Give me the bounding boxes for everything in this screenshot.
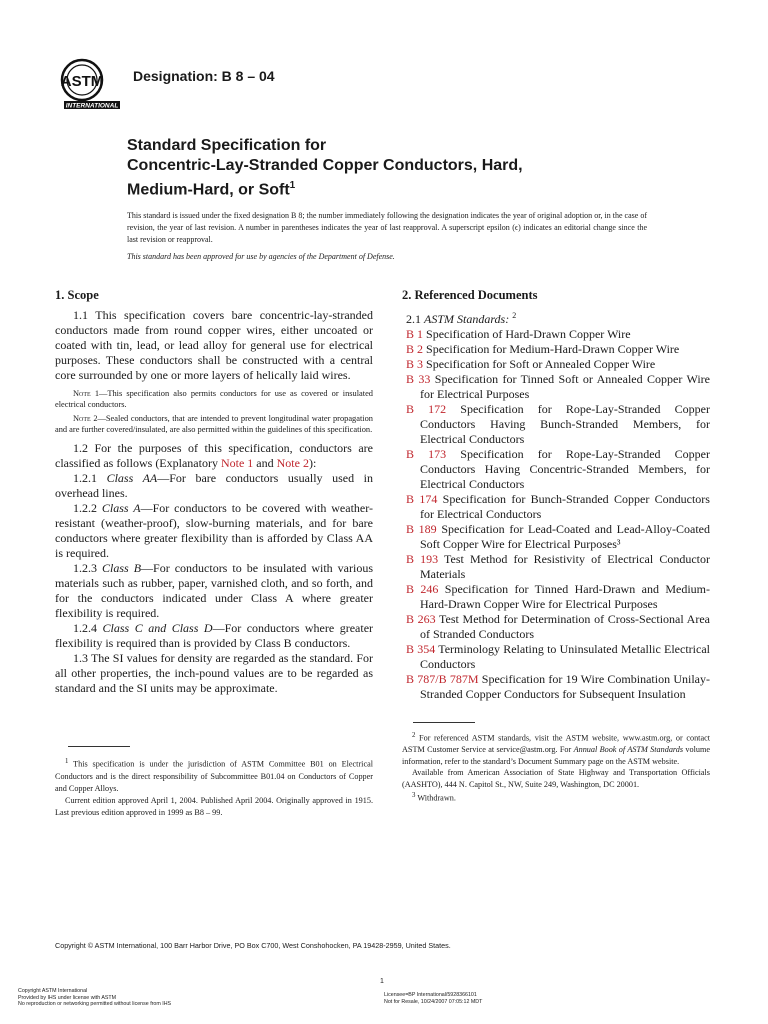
copyright-line: Copyright © ASTM International, 100 Barr Harbor Drive, PO Box C700, West Conshohocken, PA 19428-2959, United States. [55,941,451,950]
designation: Designation: B 8 – 04 [133,68,275,84]
reference-item [406,522,710,552]
footnotes-right [402,730,710,804]
reference-item [406,552,710,582]
para-1-2-3: 1.2.3 Class B—For conductors to be insulated with various materials such as rubber, paper, varnished cloth, and so forth, and for the conductors indicated under Class A where greater flexibility is required. [55,561,374,620]
reference-item [406,672,710,702]
scope-section [55,288,373,696]
reference-item [406,372,710,402]
reference-item [406,582,710,612]
footnote-1: $^1$ This specification is under the jurisdiction of ASTM Committee B01 on Electrical Conductors and is the direct responsibility of Subcommittee B01.04 on Conductors of Copper and Copper Alloys. [55,758,373,793]
page-number: 1 [380,978,384,985]
reference-code-link[interactable]: B 263 [406,612,436,626]
note-2: Note 2—Sealed conductors, that are intended to prevent longitudinal water propagation and are further covered/insulated, are also permitted within the guidelines of this specification. [55,414,373,434]
footnote-2-aashto: Available from American Association of State Highway and Transportation Officials (AASHTO), 444 N. Capitol St., NW, Suite 249, Washington, DC 20001. [402,768,710,789]
referenced-documents-section [402,288,710,702]
reference-code-link[interactable]: B 1 [406,327,424,341]
svg-text:ASTM: ASTM [60,73,104,90]
reference-title: Test Method for Determination of Cross-Sectional Area of Stranded Conductors [420,612,710,641]
reference-item [406,642,710,672]
reference-item [406,357,710,372]
scope-heading: 1. Scope [55,288,99,302]
title-line-1: Standard Specification for [127,137,327,154]
reference-title: Test Method for Resistivity of Electrical Conductor Materials [420,552,710,581]
reference-code-link[interactable]: B 354 [406,642,436,656]
reference-title: Specification for Bunch-Stranded Copper Conductors for Electrical Conductors [420,492,710,521]
note-2-link[interactable]: Note 2 [276,456,309,470]
document-title [127,136,687,200]
footnotes-left [55,756,373,819]
reference-item [406,492,710,522]
title-line-3: Medium-Hard, or Soft$^1$ [127,180,296,199]
reference-title: Specification for Rope-Lay-Stranded Copper Conductors Having Bunch-Stranded Members, for Electrical Conductors [420,402,710,446]
note-1: Note 1—This specification also permits conductors for use as covered or insulated electrical conductors. [55,389,373,409]
reference-item [406,447,710,492]
reference-list [402,327,710,702]
reference-title: Specification for Soft or Annealed Copper Wire [423,357,656,371]
reference-code-link[interactable]: B 246 [406,582,439,596]
reference-title: Terminology Relating to Uninsulated Metallic Electrical Conductors [420,642,710,671]
reference-title: Specification for Lead-Coated and Lead-Alloy-Coated Soft Copper Wire for Electrical Purposes³ [420,522,710,551]
reference-title: Specification for Tinned Hard-Drawn and Medium-Hard-Drawn Copper Wire for Electrical Purposes [420,582,710,611]
reference-item [406,327,710,342]
footnote-divider [68,746,130,747]
reference-title: Specification for 19 Wire Combination Unilay-Stranded Copper Conductors for Subsequent Insulation [420,672,710,701]
svg-text:INTERNATIONAL: INTERNATIONAL [65,102,119,110]
para-1-2-1: 1.2.1 Class AA—For bare conductors usually used in overhead lines. [55,471,374,500]
license-left: Copyright ASTM International Provided by IHS under license with ASTM No reproduction or networking permitted without license from IHS [18,988,172,1007]
reference-item [406,612,710,642]
reference-code-link[interactable]: B 193 [406,552,439,566]
reference-code-link[interactable]: B 787/B 787M [406,672,479,686]
note-1-link[interactable]: Note 1 [220,456,254,470]
reference-code-link[interactable]: B 3 [406,357,424,371]
reference-code-link[interactable]: B 189 [406,522,437,536]
footnote-2: $^2$ For referenced ASTM standards, visit the ASTM website, www.astm.org, or contact ASTM Customer Service at service@astm.org. For Annual Book of ASTM Standards volume information, refer to the standard’s Document Summary page on the ASTM website. [402,732,710,766]
para-1-2: 1.2 For the purposes of this specification, conductors are classified as follows (Explanatory Note 1 and Note 2): [55,441,373,470]
dod-notice: This standard has been approved for use by agencies of the Department of Defense. [127,252,395,261]
reference-title: Specification for Tinned Soft or Annealed Copper Wire for Electrical Purposes [420,372,710,401]
reference-code-link[interactable]: B 172 [406,402,447,416]
referenced-heading: 2. Referenced Documents [402,288,538,302]
para-1-1: 1.1 This specification covers bare concentric-lay-stranded conductors made from round copper wires, either uncoated or coated with tin, lead, or lead alloy for general use for electrical purposes. These conductors shall be constructed with a central core surrounded by one or more layers of helically laid wires. [55,308,373,382]
title-line-2: Concentric-Lay-Stranded Copper Conductors, Hard, [127,157,523,174]
footnote-3: $^3$ Withdrawn. [412,792,456,803]
reference-code-link[interactable]: B 173 [406,447,447,461]
license-right: Licensee=BP International/5928366101 Not for Resale, 10/24/2007 07:05:12 MDT [384,992,483,1005]
reference-code-link[interactable]: B 33 [406,372,431,386]
title-footnote-mark: 1 [289,180,296,191]
issue-notice: This standard is issued under the fixed designation B 8; the number immediately following the designation indicates the year of original adoption or, in the case of revision, the year of last revision. A number in parentheses indicates the year of last reapproval. A superscript epsilon (ϵ) indicates an editorial change since the last revision or reapproval. [127,211,647,244]
reference-title: Specification for Rope-Lay-Stranded Copper Conductors Having Concentric-Stranded Members, for Electrical Conductors [420,447,710,491]
reference-item [406,342,710,357]
reference-code-link[interactable]: B 2 [406,342,424,356]
footnote-divider [413,722,475,723]
para-1-2-2: 1.2.2 Class A—For conductors to be covered with weather-resistant (weather-proof), slow-burning materials, and for bare conductors where greater flexibility than is afforded by Class AA is required. [55,501,373,560]
reference-code-link[interactable]: B 174 [406,492,438,506]
reference-title: Specification for Medium-Hard-Drawn Copper Wire [423,342,680,356]
para-1-3: 1.3 The SI values for density are regarded as the standard. For all other properties, the inch-pound values are to be regarded as standard and the SI units may be approximate. [55,651,373,695]
astm-logo [60,56,124,116]
astm-standards-label: 2.1 ASTM Standards: $^2$ [406,311,517,326]
reference-title: Specification of Hard-Drawn Copper Wire [423,327,631,341]
footnote-1-edition: Current edition approved April 1, 2004. Published April 2004. Originally approved in 1915. Last previous edition approved in 1999 as B8 – 99. [55,795,373,817]
para-1-2-4: 1.2.4 Class C and Class D—For conductors where greater flexibility is required than is provided by Class B conductors. [55,621,374,650]
reference-item [406,402,710,447]
